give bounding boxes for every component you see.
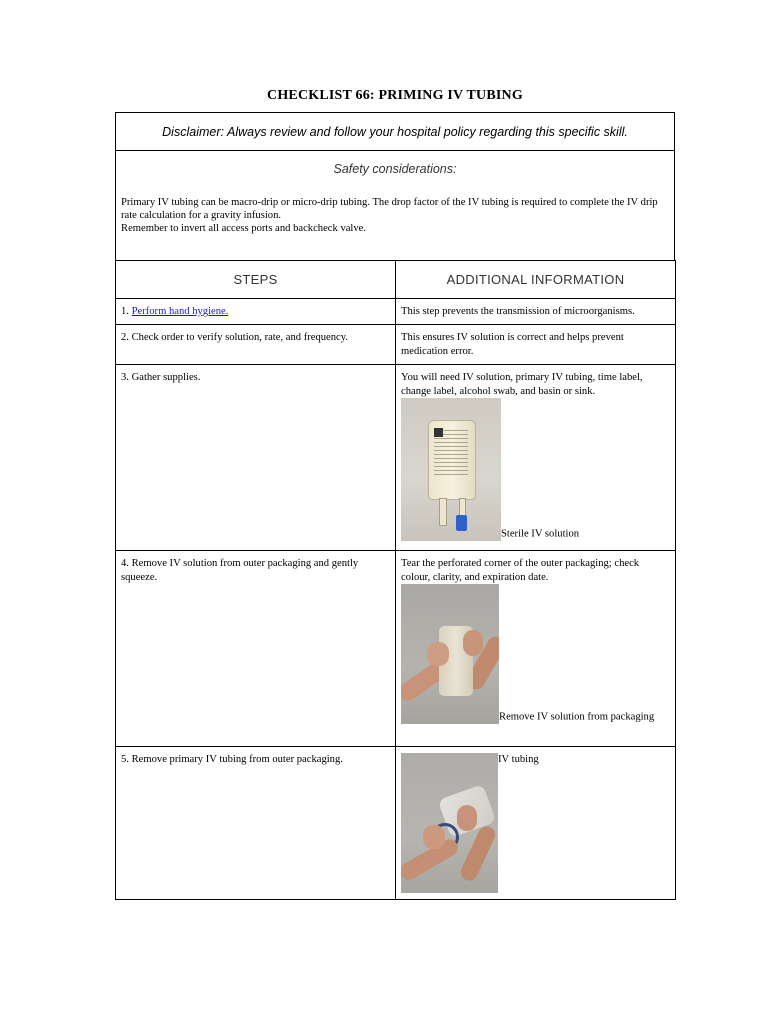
table-row	[116, 299, 676, 325]
safety-paragraph-1: Primary IV tubing can be macro-drip or micro-drip tubing. The drop factor of the IV tubing is required to complete the IV drip rate calculation for a gravity infusion.	[121, 197, 658, 221]
step-cell	[116, 299, 396, 325]
info-text: Tear the perforated corner of the outer packaging; check colour, clarity, and expiration date.	[401, 558, 640, 583]
page-title: CHECKLIST 66: PRIMING IV TUBING	[267, 88, 523, 103]
safety-paragraph-2: Remember to invert all access ports and backcheck valve.	[121, 223, 367, 234]
safety-heading: Safety considerations:	[333, 162, 457, 176]
step-cell	[116, 551, 396, 747]
iv-tubing-photo	[401, 753, 498, 893]
step-number: 1.	[121, 306, 129, 317]
safety-considerations-box	[115, 150, 675, 261]
table-row	[116, 747, 676, 900]
column-header-steps: STEPS	[116, 261, 396, 299]
column-header-additional-information: ADDITIONAL INFORMATION	[396, 261, 676, 299]
info-cell	[396, 325, 676, 365]
info-cell	[396, 299, 676, 325]
info-cell	[396, 551, 676, 747]
info-text: You will need IV solution, primary IV tubing, time label, change label, alcohol swab, and basin or sink.	[401, 372, 643, 397]
info-cell	[396, 747, 676, 900]
step-text: 2. Check order to verify solution, rate, and frequency.	[121, 332, 348, 343]
step-cell	[116, 747, 396, 900]
iv-solution-bag-photo	[401, 398, 501, 541]
hands-opening-packaging-photo	[401, 584, 499, 724]
info-text: This ensures IV solution is correct and helps prevent medication error.	[401, 332, 624, 357]
step-cell	[116, 365, 396, 551]
disclaimer-box	[115, 112, 675, 151]
step-cell	[116, 325, 396, 365]
info-cell	[396, 365, 676, 551]
table-row	[116, 551, 676, 747]
steps-table	[115, 260, 676, 900]
table-row	[116, 325, 676, 365]
photo-caption: IV tubing	[498, 754, 539, 765]
photo-caption: Sterile IV solution	[501, 528, 580, 540]
step-text: 5. Remove primary IV tubing from outer packaging.	[121, 754, 343, 765]
table-row	[116, 365, 676, 551]
photo-caption: Remove IV solution from packaging	[499, 711, 655, 723]
info-text: This step prevents the transmission of microorganisms.	[401, 306, 635, 317]
step-text: 4. Remove IV solution from outer packaging and gently squeeze.	[121, 558, 359, 583]
table-header-row	[116, 261, 676, 299]
hand-hygiene-link[interactable]: Perform hand hygiene.	[131, 306, 229, 317]
safety-text	[121, 196, 662, 235]
step-text: 3. Gather supplies.	[121, 372, 201, 383]
disclaimer-text: Disclaimer: Always review and follow your hospital policy regarding this specific skill.	[162, 124, 628, 139]
